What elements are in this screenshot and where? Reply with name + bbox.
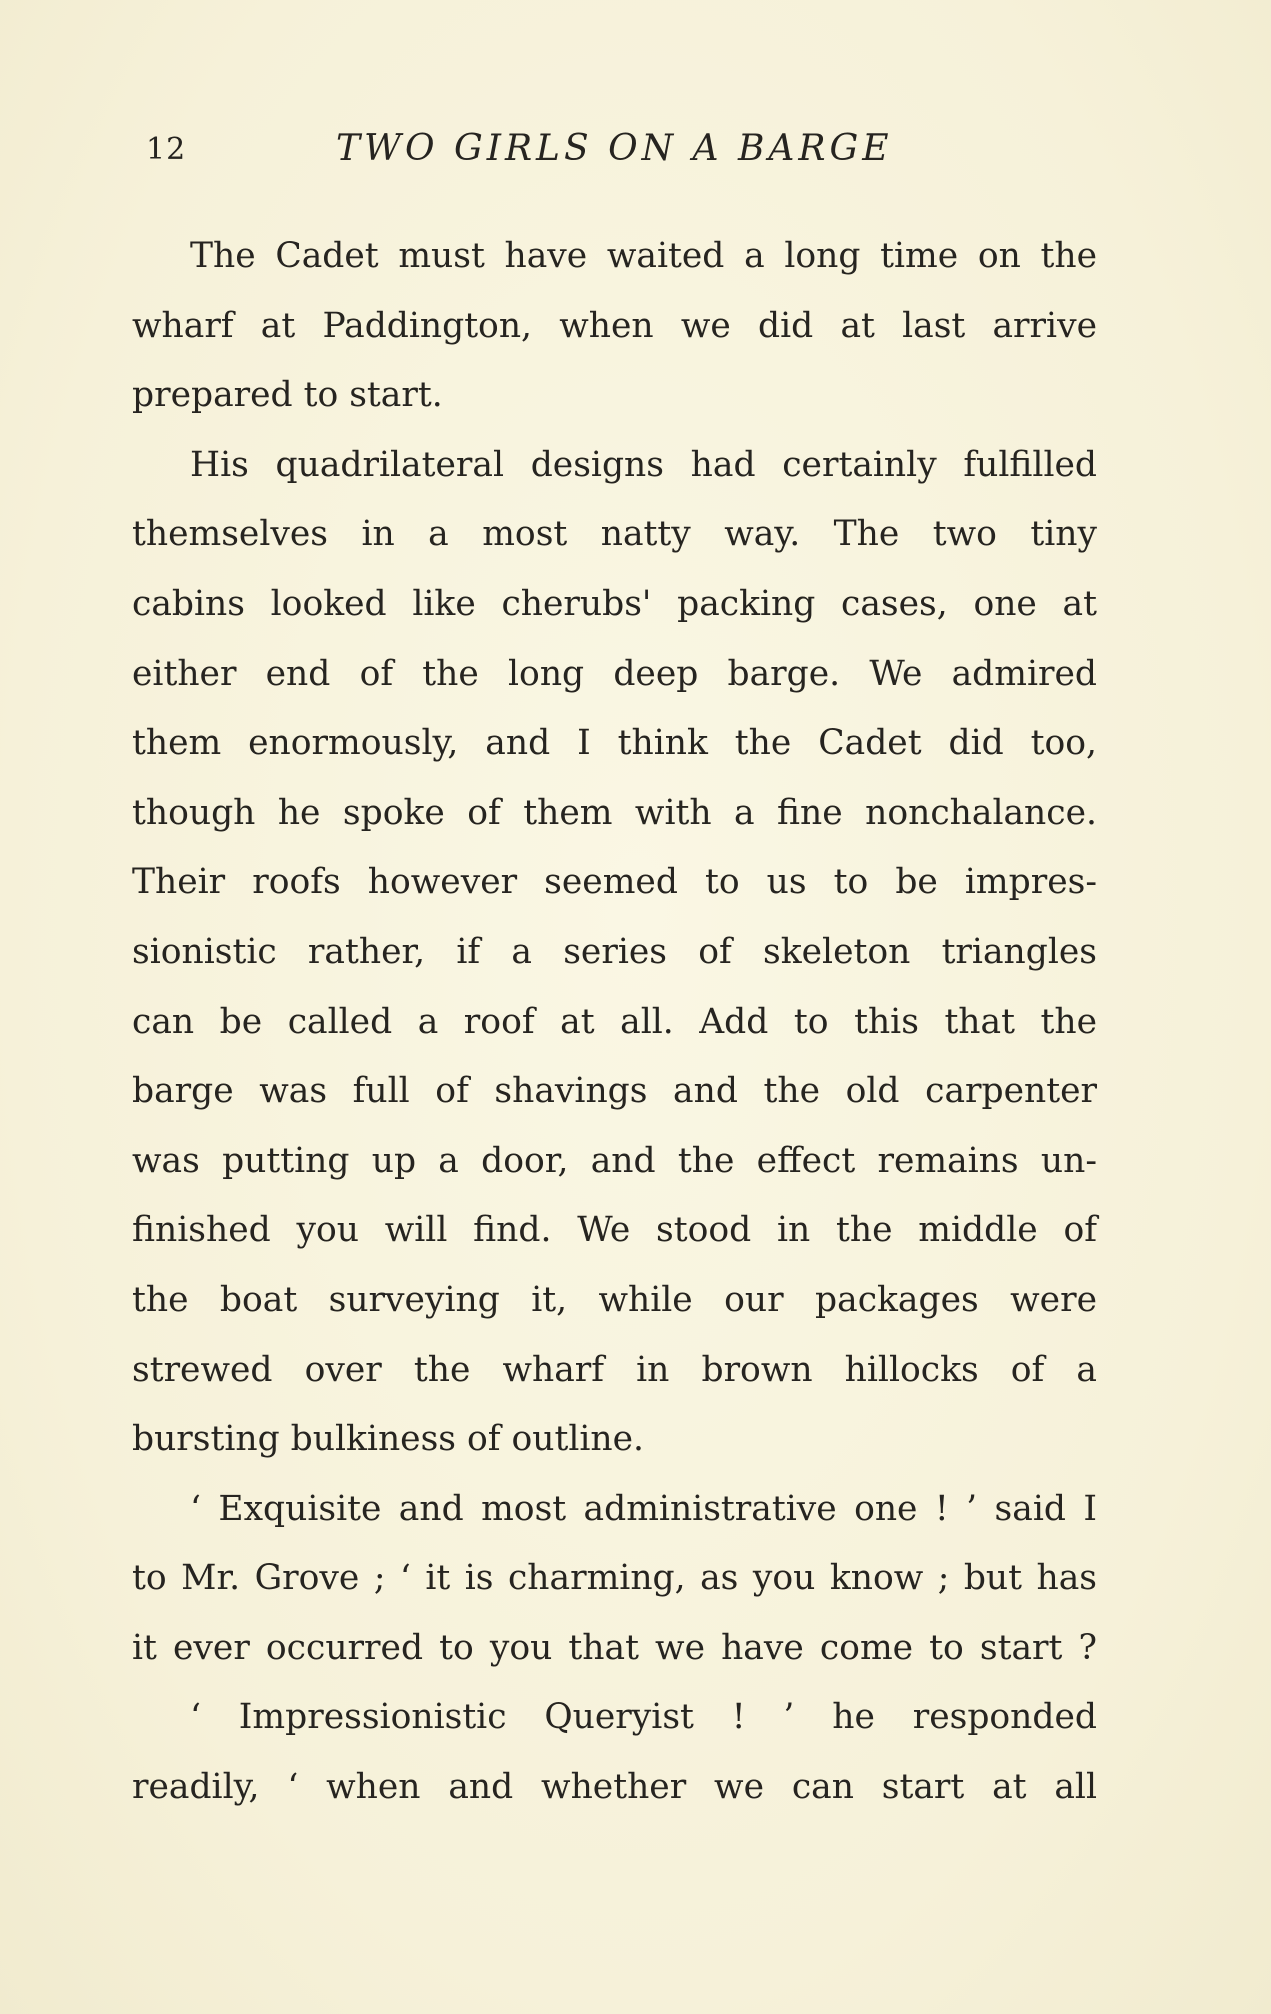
text-line: readily, ‘ when and whether we can start at all — [132, 1767, 1097, 1808]
text-line: barge was full of shavings and the old carpenter — [132, 1071, 1097, 1112]
text-line: finished you will find. We stood in the middle of — [132, 1210, 1097, 1251]
body-text — [132, 222, 1097, 1823]
text-line: the boat surveying it, while our packages were — [132, 1279, 1097, 1320]
text-line: prepared to start. — [132, 375, 443, 416]
text-line: The Cadet must have waited a long time on the — [190, 236, 1097, 276]
text-line: either end of the long deep barge. We admired — [132, 653, 1097, 694]
text-line: themselves in a most natty way. The two tiny — [132, 514, 1097, 555]
text-line: bursting bulkiness of outline. — [132, 1419, 644, 1460]
running-title: TWO GIRLS ON A BARGE — [336, 128, 893, 169]
text-line: Their roofs however seemed to us to be impres- — [132, 862, 1097, 903]
text-line: though he spoke of them with a fine nonchalance. — [132, 792, 1097, 833]
text-line: wharf at Paddington, when we did at last arrive — [132, 305, 1097, 346]
page-number: 12 — [146, 132, 187, 167]
text-line: His quadrilateral designs had certainly fulfilled — [190, 444, 1097, 485]
text-line: them enormously, and I think the Cadet did too, — [132, 723, 1097, 764]
page-header — [146, 128, 1096, 178]
text-line: sionistic rather, if a series of skeleton triangles — [132, 931, 1097, 972]
text-line: to Mr. Grove ; ‘ it is charming, as you know ; but has — [132, 1558, 1097, 1599]
text-line: it ever occurred to you that we have come to start ? — [132, 1627, 1097, 1668]
text-line: can be called a roof at all. Add to this that the — [132, 1001, 1097, 1042]
text-line: strewed over the wharf in brown hillocks of a — [132, 1349, 1097, 1390]
text-line: cabins looked like cherubs' packing cases, one at — [132, 583, 1097, 624]
text-line: ‘ Exquisite and most administrative one ! ’ said I — [190, 1488, 1097, 1529]
text-line: was putting up a door, and the effect remains un- — [132, 1140, 1097, 1181]
text-line: ‘ Impressionistic Queryist ! ’ he responded — [190, 1697, 1097, 1738]
